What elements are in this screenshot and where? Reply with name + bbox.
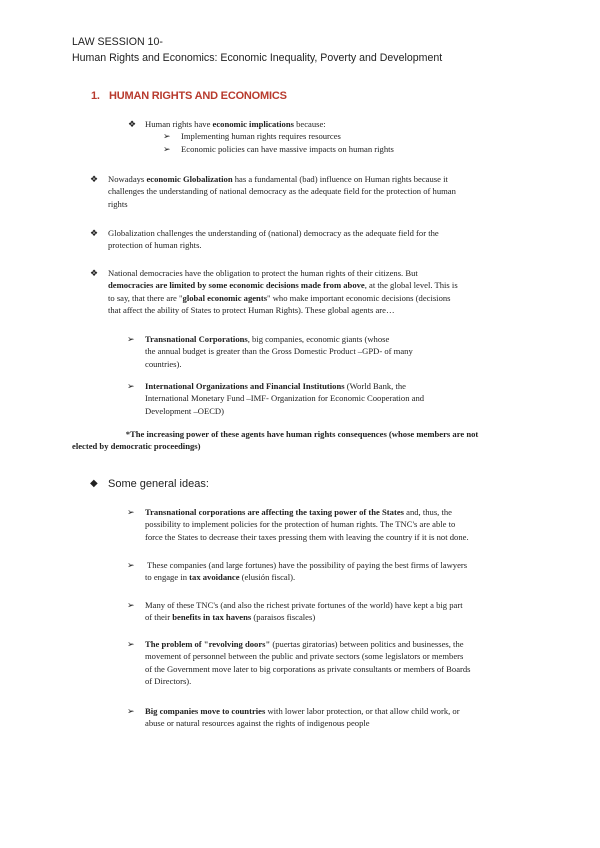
- agent-tnc: [145, 333, 505, 370]
- p2-line-2: protection of human rights.: [108, 240, 202, 251]
- io-line-2: International Monetary Fund –IMF- Organization for Economic Cooperation and: [145, 393, 425, 404]
- agent-io: [145, 380, 525, 417]
- diamond-bullet-icon: ❖: [90, 174, 99, 184]
- i2-bold: tax avoidance: [189, 572, 240, 583]
- p3-l3-post: " who make important economic decisions (decisions: [267, 292, 451, 303]
- arrow-bullet-icon: ➢: [127, 706, 135, 716]
- p1-post: has a fundamental (bad) influence on Human rights because it: [232, 174, 448, 184]
- p3-line-2: [108, 279, 548, 291]
- io-l1: (World Bank, the: [344, 381, 406, 391]
- tnc-bold: Transnational Corporations: [145, 334, 248, 344]
- i2-line-2: [145, 571, 540, 583]
- i3-pre: of their: [145, 612, 173, 623]
- i2-line-1: These companies (and large fortunes) have the possibility of paying the best firms of lawyers: [145, 560, 468, 570]
- i1-line-1: [145, 506, 540, 518]
- i4-line-1: [145, 638, 545, 650]
- section-number: 1.: [91, 90, 100, 102]
- p3-l3-pre: to say, that there are ": [108, 292, 183, 303]
- i5-line-1: [145, 705, 540, 717]
- i2-post: (elusión fiscal).: [239, 572, 296, 583]
- i3-line-1: Many of these TNC's (and also the richest private fortunes of the world) have kept a big part: [145, 600, 463, 610]
- tnc-line-2: the annual budget is greater than the Gross Domestic Product –GPD- of many: [145, 346, 413, 357]
- paragraph-globalization: [108, 173, 538, 210]
- intro-text: [145, 118, 326, 130]
- i4-bold: The problem of "revolving doors": [145, 639, 271, 649]
- p1-line-2: challenges the understanding of national democracy as the adequate field for the protection of human: [108, 186, 456, 197]
- paragraph-democracy: [108, 227, 538, 252]
- p1-line-3: rights: [108, 198, 128, 209]
- arrow-bullet-icon: ➢: [127, 560, 135, 570]
- arrow-bullet-icon: ➢: [163, 144, 171, 154]
- i1-line-2: possibility to implement policies for the protection of human rights. The TNC's are able to: [145, 519, 456, 530]
- header-line-1: LAW SESSION 10-: [72, 36, 163, 48]
- tnc-l1: , big companies, economic giants (whose: [247, 334, 390, 344]
- tnc-line-3: countries).: [145, 358, 182, 369]
- arrow-bullet-icon: ➢: [127, 381, 135, 391]
- arrow-bullet-icon: ➢: [127, 334, 135, 344]
- section-title: HUMAN RIGHTS AND ECONOMICS: [109, 90, 287, 102]
- solid-diamond-bullet-icon: ◆: [90, 478, 98, 489]
- i1-l1: and, thus, the: [403, 507, 452, 517]
- p1-line-1: [108, 173, 538, 185]
- arrow-bullet-icon: ➢: [127, 639, 135, 649]
- intro-item-1: Implementing human rights requires resources: [181, 131, 341, 141]
- io-line-3: Development –OECD): [145, 405, 224, 416]
- arrow-bullet-icon: ➢: [163, 131, 171, 141]
- io-line-1: [145, 380, 525, 392]
- p3-line-3: [108, 292, 548, 304]
- i5-l1: with lower labor protection, or that allow child work, or: [265, 706, 460, 716]
- note-line-2: elected by democratic proceedings): [72, 441, 201, 452]
- idea-taxing-power: [145, 506, 540, 543]
- i4-line-4: of Directors).: [145, 676, 192, 687]
- p1-bold: economic Globalization: [146, 174, 233, 184]
- p3-bold-2: global economic agents: [182, 292, 268, 303]
- i3-bold: benefits in tax havens: [172, 612, 252, 623]
- arrow-bullet-icon: ➢: [127, 507, 135, 517]
- p1-pre: Nowadays: [108, 174, 147, 184]
- i5-line-2: abuse or natural resources against the rights of indigenous people: [145, 718, 370, 729]
- intro-post: because:: [293, 119, 326, 129]
- i4-line-3: of the Government move later to big corporations as private consultants or members of Boards: [145, 663, 471, 674]
- intro-pre: Human rights have: [145, 119, 213, 129]
- p3-line-1: National democracies have the obligation to protect the human rights of their citizens. But: [108, 268, 418, 278]
- intro-item-2: Economic policies can have massive impacts on human rights: [181, 144, 394, 154]
- i1-bold: Transnational corporations are affecting the taxing power of the States: [145, 507, 404, 517]
- i2-pre: to engage in: [145, 572, 190, 583]
- section-heading: [91, 90, 287, 102]
- i5-bold: Big companies move to countries: [145, 706, 266, 716]
- tnc-line-1: [145, 333, 505, 345]
- i4-l1: (puertas giratorias) between politics and businesses, the: [270, 639, 464, 649]
- idea-tax-avoidance: [145, 559, 540, 584]
- p3-line-4: that affect the ability of States to protect Human Rights). These global agents are…: [108, 305, 395, 316]
- i3-line-2: [145, 611, 540, 623]
- arrow-bullet-icon: ➢: [127, 600, 135, 610]
- p2-line-1: Globalization challenges the understanding of (national) democracy as the adequate field for the: [108, 228, 439, 238]
- idea-big-companies: [145, 705, 540, 730]
- diamond-bullet-icon: ❖: [90, 268, 99, 278]
- intro-bold: economic implications: [212, 119, 294, 129]
- idea-revolving-doors: [145, 638, 545, 688]
- diamond-bullet-icon: ❖: [90, 228, 99, 238]
- p3-l2-post: , at the global level. This is: [364, 280, 458, 291]
- note-line-1: *The increasing power of these agents have human rights consequences (whose members are not: [125, 429, 479, 439]
- io-bold: International Organizations and Financial Institutions: [145, 381, 345, 391]
- i3-post: (paraisos fiscales): [251, 612, 316, 623]
- note-agents-power: [72, 428, 532, 453]
- header-line-2: Human Rights and Economics: Economic Inequality, Poverty and Development: [72, 52, 443, 64]
- diamond-bullet-icon: ❖: [128, 119, 137, 129]
- i4-line-2: movement of personnel between the public and private sectors (some legislators or members: [145, 651, 464, 662]
- p3-bold-1: democracies are limited by some economic decisions made from above: [108, 280, 365, 291]
- paragraph-national-democracies: [108, 267, 548, 317]
- idea-tax-havens: [145, 599, 540, 624]
- subheading-general-ideas: Some general ideas:: [108, 478, 209, 490]
- i1-line-3: force the States to decrease their taxes pressing them with leaving the country if it is not done.: [145, 531, 469, 542]
